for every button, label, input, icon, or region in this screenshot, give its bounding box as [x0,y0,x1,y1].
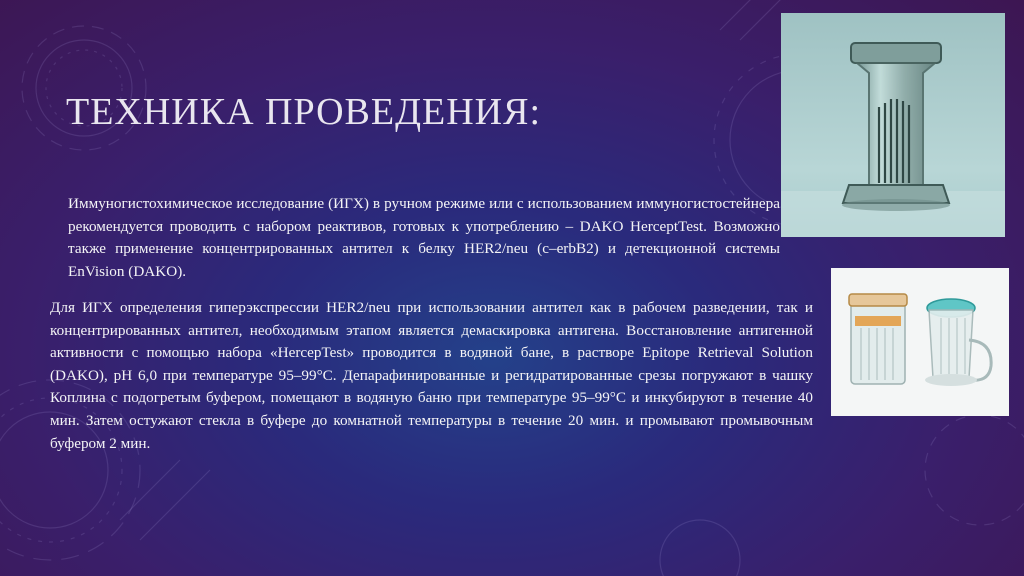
slide-title: ТЕХНИКА ПРОВЕДЕНИЯ: [66,91,541,133]
paragraph-method-overview: Иммуногистохимическое исследование (ИГХ) в ручном режиме или с использованием иммуногистостейнера рекомендуется проводить с набором реактивов, готовых к употреблению – DAKO HerceptTest. Возможно также применение концентрированных антител к белку HER2/neu (c–erbB2) и детекционной системы EnVision (DAKO). [68,195,780,280]
paragraph-antigen-retrieval: Для ИГХ определения гиперэкспрессии HER2/neu при использовании антител как в рабочем разведении, так и концентрированных антител, необходимым этапом является демаскировка антигена. Восстановление антигенной активности с помощью набора «HercepTest» проводится в водяной бане, в растворе Epitope Retrieval Solution (DAKO), pH 6,0 при температуре 95–99°C. Депарафинированные и регидратированные срезы погружают в чашку Коплина с подогретым буфером, помещают в водяную баню при температуре 95–99°C и инкубируют в течение 40 мин. Затем остужают стекла в буфере до комнатной температуры в течение 20 мин. и промывают промывочным буфером 2 мин. [50,299,813,452]
plastic-staining-jars-photo [831,268,1009,416]
glass-coplin-jar-photo [781,13,1005,237]
